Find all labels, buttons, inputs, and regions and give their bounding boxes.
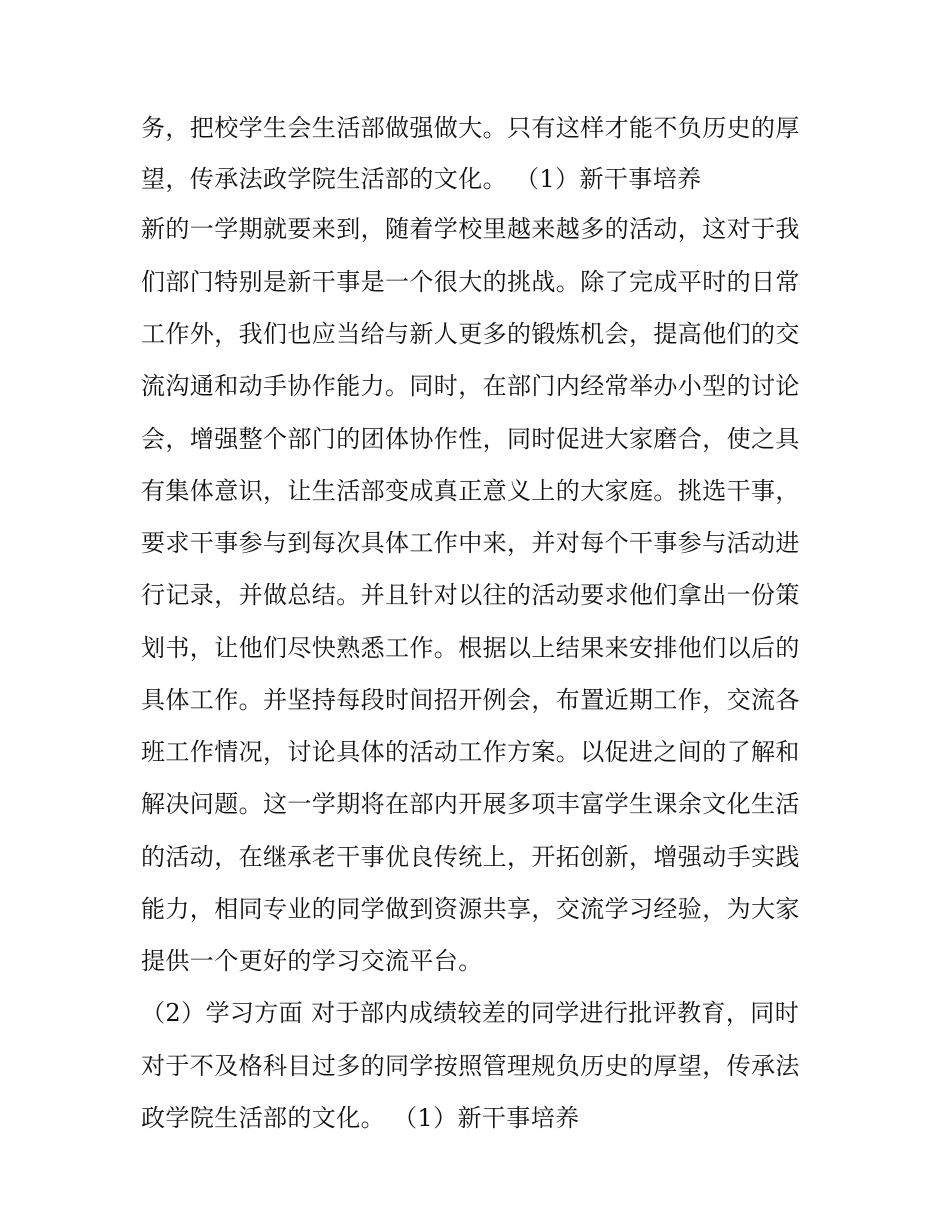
text-line: 提供一个更好的学习交流平台。 [141,947,483,975]
text-line: 望，传承法政学院生活部的文化。 （1）新干事培养 [141,165,702,193]
text-line: 有集体意识，让生活部变成真正意义上的大家庭。挑选干事， [141,477,800,505]
text-line: 流沟通和动手协作能力。同时，在部门内经常举办小型的讨论 [141,372,800,400]
text-line: 具体工作。并坚持每段时间招开例会，布置近期工作，交流各 [141,686,800,714]
text-line: 要求干事参与到每次具体工作中来，并对每个干事参与活动进 [141,529,800,557]
text-line: 政学院生活部的文化。 （1）新干事培养 [141,1104,580,1132]
text-line: 行记录，并做总结。并且针对以往的活动要求他们拿出一份策 [141,581,800,609]
text-line: 解决问题。这一学期将在部内开展多项丰富学生课余文化生活 [141,790,800,818]
text-line: 会，增强整个部门的团体协作性，同时促进大家磨合，使之具 [141,425,800,453]
text-line: （2）学习方面 对于部内成绩较差的同学进行批评教育，同时 [141,999,800,1027]
text-line: 新的一学期就要来到，随着学校里越来越多的活动，这对于我 [141,215,800,243]
text-line: 班工作情况，讨论具体的活动工作方案。以促进之间的了解和 [141,738,800,766]
text-line: 能力，相同专业的同学做到资源共享，交流学习经验，为大家 [141,895,800,923]
text-line: 对于不及格科目过多的同学按照管理规负历史的厚望，传承法 [141,1052,800,1080]
text-line: 务，把校学生会生活部做强做大。只有这样才能不负历史的厚 [141,114,800,142]
text-line: 划书，让他们尽快熟悉工作。根据以上结果来安排他们以后的 [141,634,800,662]
text-line: 的活动，在继承老干事优良传统上，开拓创新，增强动手实践 [141,843,800,871]
text-line: 们部门特别是新干事是一个很大的挑战。除了完成平时的日常 [141,268,800,296]
text-line: 工作外，我们也应当给与新人更多的锻炼机会，提高他们的交 [141,320,800,348]
